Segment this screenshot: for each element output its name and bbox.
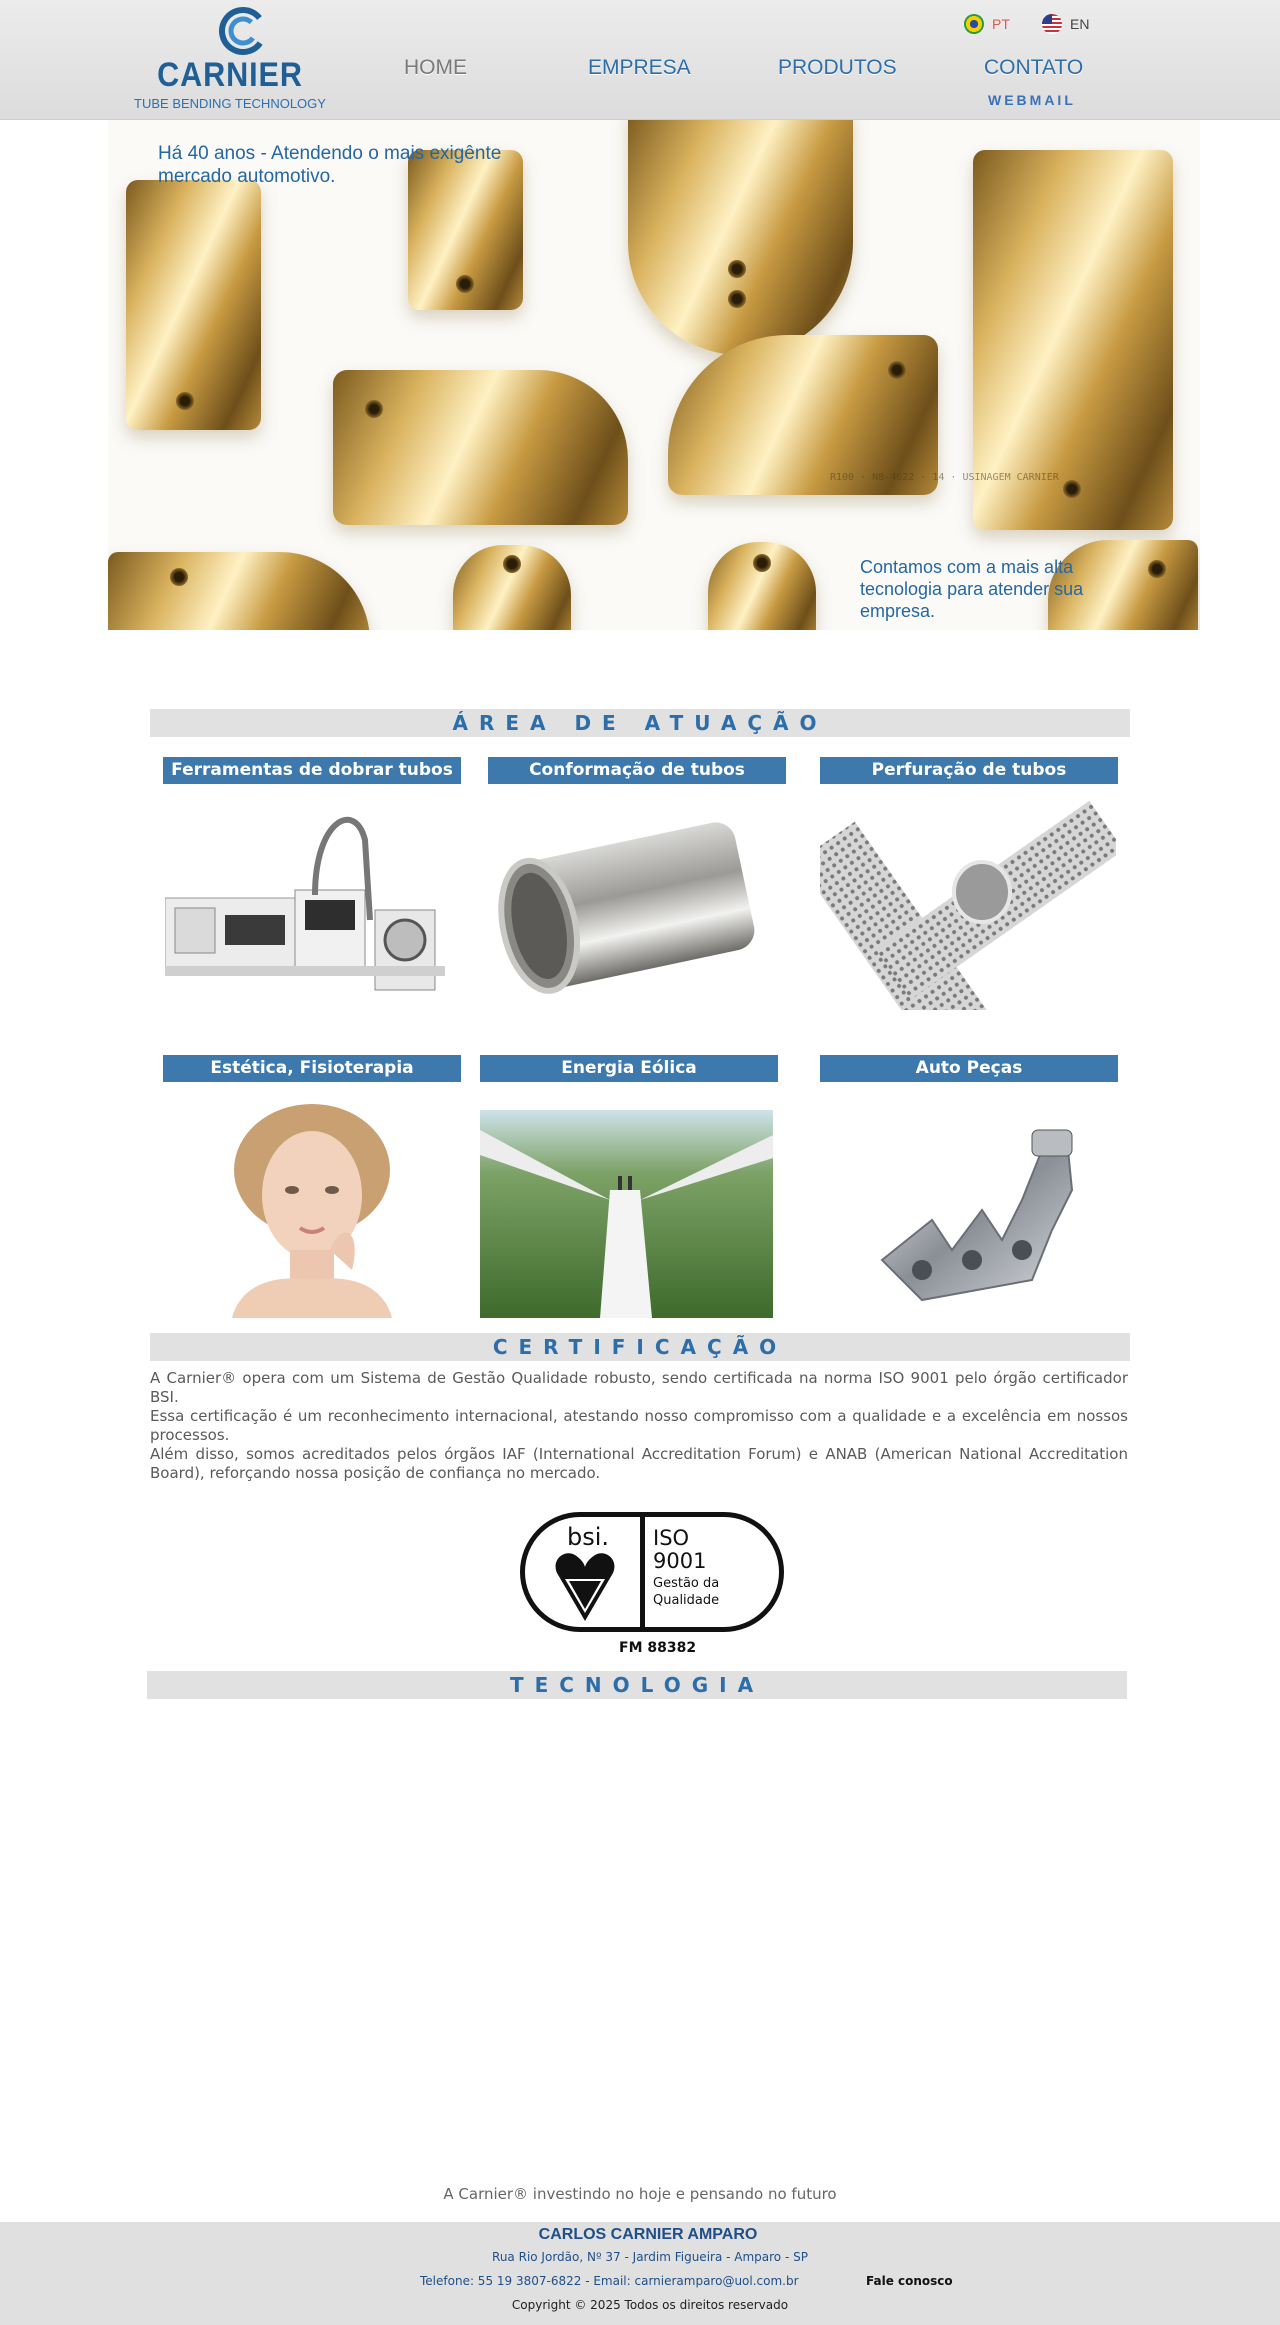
tecnologia-section-title: TECNOLOGIA <box>147 1671 1127 1699</box>
brazil-flag-icon <box>964 14 984 34</box>
language-pt[interactable] <box>964 14 1010 34</box>
area-card-ferramentas-title[interactable]: Ferramentas de dobrar tubos <box>163 757 461 784</box>
perforated-tubes-image[interactable] <box>820 800 1116 1010</box>
cert-paragraph-1: A Carnier® opera com um Sistema de Gestão Qualidade robusto, sendo certificada na norma ISO 9001 pelo órgão certificador BSI. <box>150 1369 1128 1406</box>
bsi-heart-icon <box>555 1551 615 1621</box>
bsi-iso-label <box>653 1527 706 1573</box>
logo-tagline: TUBE BENDING TECHNOLOGY <box>134 96 326 111</box>
bsi-iso-line2: 9001 <box>653 1549 707 1573</box>
language-en[interactable] <box>1042 14 1089 34</box>
area-card-autopecas-title[interactable]: Auto Peças <box>820 1055 1118 1082</box>
hero-headline: Há 40 anos - Atendendo o mais exigênte mercado automotivo. <box>158 143 502 187</box>
bsi-gestao-label <box>653 1575 719 1609</box>
wind-turbine-image[interactable] <box>480 1110 773 1318</box>
language-en-label: EN <box>1070 16 1090 32</box>
bsi-brand: bsi. <box>567 1523 610 1551</box>
logo-name: CARNIER <box>157 56 303 94</box>
footer-address: Rua Rio Jordão, Nº 37 - Jardim Figueira - Amparo - SP <box>492 2250 808 2264</box>
woman-portrait-image[interactable] <box>212 1100 412 1318</box>
nav-webmail[interactable]: WEBMAIL <box>988 92 1076 108</box>
tube-bending-machine-image[interactable] <box>165 800 461 1010</box>
hero-subtext: Contamos com a mais alta tecnologia para atender sua empresa. <box>860 557 1084 621</box>
usa-flag-icon <box>1042 14 1062 34</box>
cert-paragraph-3: Além disso, somos acreditados pelos órgãos IAF (International Accreditation Forum) e ANAB (American National Accreditation Board), reforçando nossa posição de confiança no mercado. <box>150 1445 1128 1482</box>
nav-contato[interactable]: CONTATO <box>984 56 1084 79</box>
footer-company-name: CARLOS CARNIER AMPARO <box>538 2226 758 2243</box>
carnier-logo[interactable] <box>130 4 330 114</box>
bsi-logo <box>525 1517 645 1627</box>
nav-produtos[interactable]: PRODUTOS <box>778 56 897 79</box>
site-footer <box>0 2222 1280 2325</box>
footer-tagline: A Carnier® investindo no hoje e pensando no futuro <box>443 2185 837 2203</box>
footer-phone-email: Telefone: 55 19 3807-6822 - Email: carnieramparo@uol.com.br <box>420 2274 799 2288</box>
carnier-logo-icon <box>218 6 268 56</box>
nav-empresa[interactable]: EMPRESA <box>588 56 691 79</box>
hero-banner <box>108 120 1200 630</box>
cert-paragraph-2: Essa certificação é um reconhecimento internacional, atestando nosso compromisso com a qualidade e a excelência em nossos processos. <box>150 1407 1128 1444</box>
fale-conosco-link[interactable]: Fale conosco <box>866 2274 953 2288</box>
nav-home[interactable]: HOME <box>404 56 467 79</box>
formed-steel-tube-image[interactable] <box>488 800 784 1010</box>
bsi-iso-line1: ISO <box>653 1526 690 1550</box>
language-pt-label: PT <box>992 16 1010 32</box>
bsi-certificate-code: FM 88382 <box>619 1640 697 1656</box>
hero-engraving-text: R100 · N8-4622 · 14 · USINAGEM CARNIER <box>830 472 1059 483</box>
certificacao-section-title: CERTIFICAÇÃO <box>150 1333 1130 1361</box>
bsi-gestao-line1: Gestão da <box>653 1576 720 1591</box>
area-card-energia-title[interactable]: Energia Eólica <box>480 1055 778 1082</box>
area-section-title: ÁREA DE ATUAÇÃO <box>150 709 1130 737</box>
site-header <box>0 0 1280 120</box>
area-card-estetica-title[interactable]: Estética, Fisioterapia <box>163 1055 461 1082</box>
bsi-gestao-line2: Qualidade <box>653 1593 720 1608</box>
footer-copyright: Copyright © 2025 Todos os direitos reservado <box>511 2298 789 2312</box>
bsi-iso-9001-badge <box>520 1512 784 1632</box>
exhaust-manifold-image[interactable] <box>862 1110 1087 1322</box>
area-card-conformacao-title[interactable]: Conformação de tubos <box>488 757 786 784</box>
area-card-perfuracao-title[interactable]: Perfuração de tubos <box>820 757 1118 784</box>
